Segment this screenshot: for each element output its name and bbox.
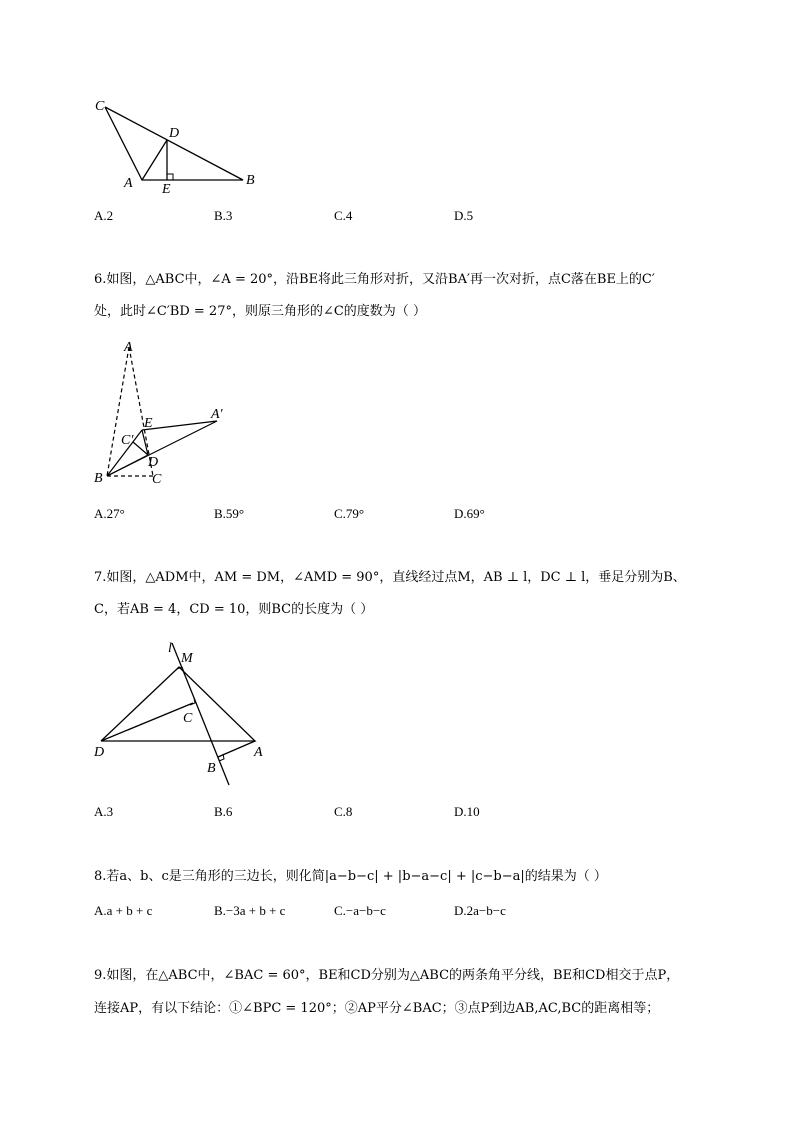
q7-stem-line1: 7.如图，△ADM中，AM = DM，∠AMD = 90°，直线经过点M，AB ⊥ l，DC ⊥ l，垂足分别为B、 [94,570,686,585]
q6-stem-line2: 处，此时∠C′BD = 27°，则原三角形的∠C的度数为（ ） [94,304,426,319]
q5-option-c[interactable]: C.4 [334,208,353,223]
triangle-adm [101,667,255,741]
figure-q5 [90,95,265,200]
label-a: A [124,176,133,191]
label-d: D [169,126,180,141]
q6-stem-line1: 6.如图，△ABC中，∠A = 20°，沿BE将此三角形对折，又沿BA′再一次对折，点C落在BE上的C′ [94,272,655,287]
segment-ad [142,140,167,180]
label-e: E [162,182,171,197]
q7-option-d[interactable]: D.10 [454,804,480,819]
q5-option-b[interactable]: B.3 [214,208,233,223]
label-l: l [168,641,172,656]
q8-option-c[interactable]: C.−a−b−c [334,903,386,918]
label-b: B [246,173,255,188]
label-c-prime: C′ [121,433,134,448]
figure-q6 [90,335,240,490]
q6-option-c[interactable]: C.79° [334,506,365,521]
triangle-abc [105,107,243,180]
figure-q7 [88,635,278,795]
right-angle-mark [167,174,173,180]
label-e: E [144,416,153,431]
q5-option-a[interactable]: A.2 [94,208,114,223]
label-m: M [181,651,193,666]
q5-option-d[interactable]: D.5 [454,208,474,223]
label-b: B [207,761,216,776]
label-a: A [124,340,133,355]
label-b: B [94,471,103,486]
segment-bd [107,455,148,476]
label-c: C [152,472,162,487]
q6-option-a[interactable]: A.27° [94,506,125,521]
q6-option-d[interactable]: D.69° [454,506,485,521]
label-a: A [254,745,263,760]
label-a-prime: A′ [211,407,223,422]
q9-stem-line1: 9.如图，在△ABC中，∠BAC = 60°，BE和CD分别为△ABC的两条角平分线，BE和CD相交于点P， [94,968,680,983]
q8-stem: 8.若a、b、c是三角形的三边长，则化简|a−b−c| + |b−a−c| + |c−b−a|的结果为（ ） [94,869,607,884]
q8-option-d[interactable]: D.2a−b−c [454,903,506,918]
q7-stem-line2: C，若AB = 4，CD = 10，则BC的长度为（ ） [94,602,374,617]
label-d: D [94,745,105,760]
dashed-ab [107,347,129,476]
q7-option-c[interactable]: C.8 [334,804,353,819]
q7-option-b[interactable]: B.6 [214,804,233,819]
q7-option-a[interactable]: A.3 [94,804,114,819]
q8-option-a[interactable]: A.a + b + c [94,903,153,918]
label-d: D [148,455,159,470]
q6-option-b[interactable]: B.59° [214,506,245,521]
q9-stem-line2: 连接AP，有以下结论：①∠BPC = 120°；②AP平分∠BAC；③点P到边AB,AC,BC的距离相等； [94,1001,660,1016]
segment-ea-prime [142,421,217,430]
segment-dc [101,703,193,741]
q8-option-b[interactable]: B.−3a + b + c [214,903,286,918]
label-c: C [95,99,105,114]
label-c: C [183,711,193,726]
